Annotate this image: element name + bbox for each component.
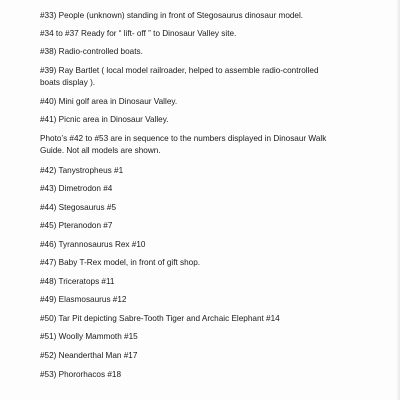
entry-49: #49) Elasmosaurus #12 xyxy=(40,295,127,304)
entry-45: #45) Pteranodon #7 xyxy=(40,221,113,230)
entry-43: #43) Dimetrodon #4 xyxy=(40,184,113,193)
entry-44: #44) Stegosaurus #5 xyxy=(40,203,117,212)
entry-47: #47) Baby T-Rex model, in front of gift shop. xyxy=(40,258,201,267)
entry-34-37: #34 to #37 Ready for “ lift- off ” to Dinosaur Valley site. xyxy=(40,29,237,38)
entry-51: #51) Woolly Mammoth #15 xyxy=(40,332,138,341)
page-edge-shadow xyxy=(396,0,400,400)
entry-46: #46) Tyrannosaurus Rex #10 xyxy=(40,240,146,249)
note-line-1: Photo’s #42 to #53 are in sequence to the numbers displayed in Dinosaur Walk xyxy=(40,134,327,143)
entry-38: #38) Radio-controlled boats. xyxy=(40,47,143,56)
entry-41: #41) Picnic area in Dinosaur Valley. xyxy=(40,115,169,124)
entry-53: #53) Phororhacos #18 xyxy=(40,370,122,379)
entry-50: #50) Tar Pit depicting Sabre-Tooth Tiger and Archaic Elephant #14 xyxy=(40,314,280,323)
entry-42: #42) Tanystropheus #1 xyxy=(40,166,124,175)
entry-40: #40) Mini golf area in Dinosaur Valley. xyxy=(40,97,178,106)
note-line-2: Guide. Not all models are shown. xyxy=(40,146,161,155)
entry-39: #39) Ray Bartlet ( local model railroader, helped to assemble radio-controlled xyxy=(40,66,319,75)
entry-48: #48) Triceratops #11 xyxy=(40,277,115,286)
entry-33: #33) People (unknown) standing in front of Stegosaurus dinosaur model. xyxy=(40,11,304,20)
entry-39-cont: boats display ). xyxy=(40,78,96,87)
entry-52: #52) Neanderthal Man #17 xyxy=(40,351,138,360)
